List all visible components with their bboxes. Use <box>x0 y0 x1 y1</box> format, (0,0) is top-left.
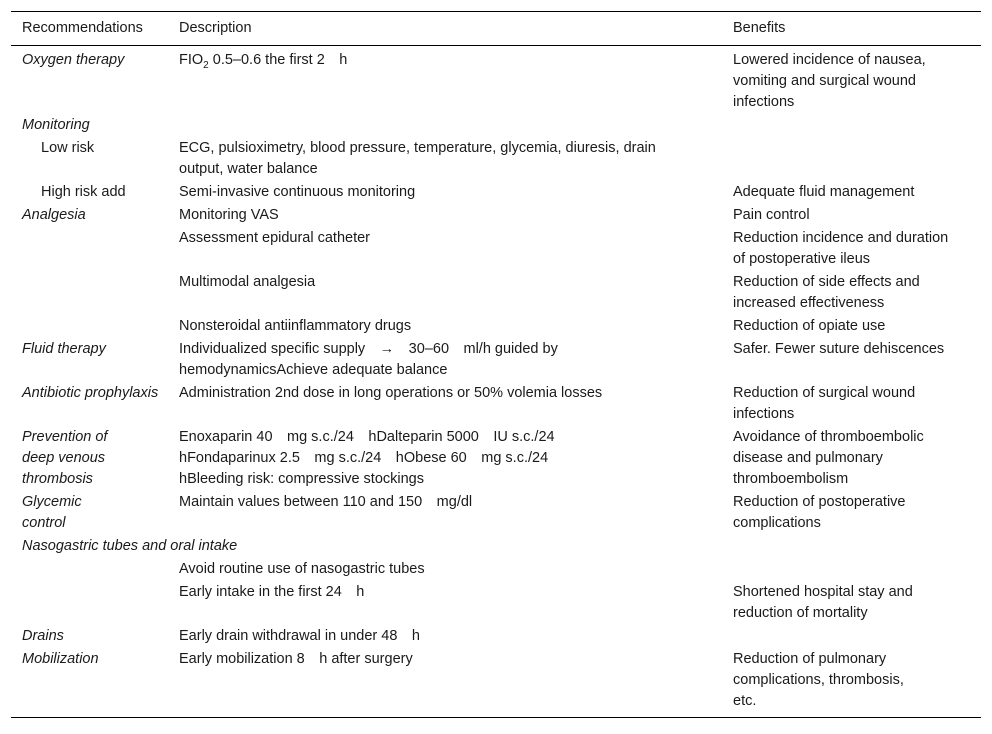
row-desc-analgesia-1: Monitoring VAS <box>179 207 279 223</box>
row-benefit-oxygen-therapy: Lowered incidence of nausea, vomiting and surgical wound infections <box>733 52 926 110</box>
row-benefit-analgesia-2: Reduction incidence and duration of postoperative ileus <box>733 230 949 267</box>
row-benefit-nasogastric-2: Shortened hospital stay and reduction of mortality <box>733 584 913 621</box>
row-label-analgesia: Analgesia <box>22 207 86 223</box>
header-benefits: Benefits <box>722 12 981 46</box>
row-benefit-dvt-prevention: Avoidance of thromboembolic disease and pulmonary thromboembolism <box>733 429 924 487</box>
recommendations-table-wrapper <box>11 11 981 718</box>
row-desc-high-risk: Semi-invasive continuous monitoring <box>179 184 416 200</box>
row-benefit-analgesia-4: Reduction of opiate use <box>733 318 886 334</box>
header-recommendations: Recommendations <box>11 12 168 46</box>
row-label-antibiotic-prophylaxis: Antibiotic prophylaxis <box>22 385 159 401</box>
header-description: Description <box>168 12 722 46</box>
row-desc-oxygen-therapy <box>168 46 722 115</box>
table-row <box>11 204 981 227</box>
row-label-mobilization: Mobilization <box>11 648 168 718</box>
header-row <box>11 12 981 46</box>
row-desc-dvt-prevention: Enoxaparin 40 mg s.c./24 hDalteparin 5000 IU s.c./24 hFondaparinux 2.5 mg s.c./24 hObese 60 mg s.c./24 hBleeding risk: compressive stockings <box>179 429 570 487</box>
table-row <box>11 382 981 426</box>
row-label-glycemic-control: Glycemic control <box>22 494 82 531</box>
row-desc-analgesia-4: Nonsteroidal antiinflammatory drugs <box>179 318 412 334</box>
row-desc-nasogastric-2: Early intake in the first 24 h <box>179 584 365 600</box>
row-desc-low-risk: ECG, pulsioximetry, blood pressure, temperature, glycemia, diuresis, drain output, water balance <box>179 140 656 177</box>
row-label-monitoring: Monitoring <box>22 117 90 133</box>
row-desc-drains: Early drain withdrawal in under 48 h <box>179 628 420 644</box>
table-row <box>11 227 981 271</box>
table-row <box>11 491 981 535</box>
table-row <box>11 271 981 315</box>
row-desc-analgesia-2: Assessment epidural catheter <box>179 230 371 246</box>
table-row <box>11 181 981 204</box>
table-row <box>11 581 981 625</box>
row-label-oxygen-therapy: Oxygen therapy <box>22 52 125 68</box>
row-desc-fluid-therapy: Individualized specific supply → 30–60 ml/h guided by hemodynamicsAchieve adequate balance <box>179 341 558 378</box>
row-benefit-high-risk: Adequate fluid management <box>733 184 915 200</box>
row-desc-mobilization: Early mobilization 8 h after surgery <box>168 648 722 718</box>
row-label-drains: Drains <box>22 628 64 644</box>
row-label-fluid-therapy: Fluid therapy <box>22 341 106 357</box>
row-label-high-risk: High risk add <box>41 184 126 200</box>
row-benefit-mobilization: Reduction of pulmonary complications, thrombosis, etc. <box>722 648 981 718</box>
row-benefit-fluid-therapy: Safer. Fewer suture dehiscences <box>733 341 945 357</box>
row-benefit-analgesia-3: Reduction of side effects and increased effectiveness <box>733 274 920 311</box>
table-header <box>11 12 981 46</box>
table-row <box>11 114 981 137</box>
table-row <box>11 46 981 115</box>
table-row <box>11 338 981 382</box>
row-label-nasogastric: Nasogastric tubes and oral intake <box>22 538 238 554</box>
row-desc-antibiotic-prophylaxis: Administration 2nd dose in long operations or 50% volemia losses <box>179 385 603 401</box>
table-row <box>11 137 981 181</box>
row-desc-nasogastric-1: Avoid routine use of nasogastric tubes <box>179 561 425 577</box>
row-desc-glycemic-control: Maintain values between 110 and 150 mg/dl <box>179 494 473 510</box>
row-label-dvt-prevention: Prevention of deep venous thrombosis <box>22 429 108 487</box>
row-benefit-antibiotic-prophylaxis: Reduction of surgical wound infections <box>733 385 916 422</box>
row-desc-analgesia-3: Multimodal analgesia <box>179 274 316 290</box>
table-body <box>11 46 981 718</box>
table-row <box>11 535 981 558</box>
table-row <box>11 625 981 648</box>
row-benefit-analgesia-1: Pain control <box>733 207 810 223</box>
fio-value-text: 0.5–0.6 the first 2 h <box>208 52 348 68</box>
table-row <box>11 648 981 718</box>
recommendations-table <box>11 11 981 718</box>
row-benefit-glycemic-control: Reduction of postoperative complications <box>733 494 906 531</box>
fio-text: FIO <box>179 52 204 68</box>
fio-subscript: 2 <box>203 59 209 71</box>
table-row <box>11 558 981 581</box>
row-label-low-risk: Low risk <box>41 140 95 156</box>
table-row <box>11 426 981 491</box>
table-row <box>11 315 981 338</box>
